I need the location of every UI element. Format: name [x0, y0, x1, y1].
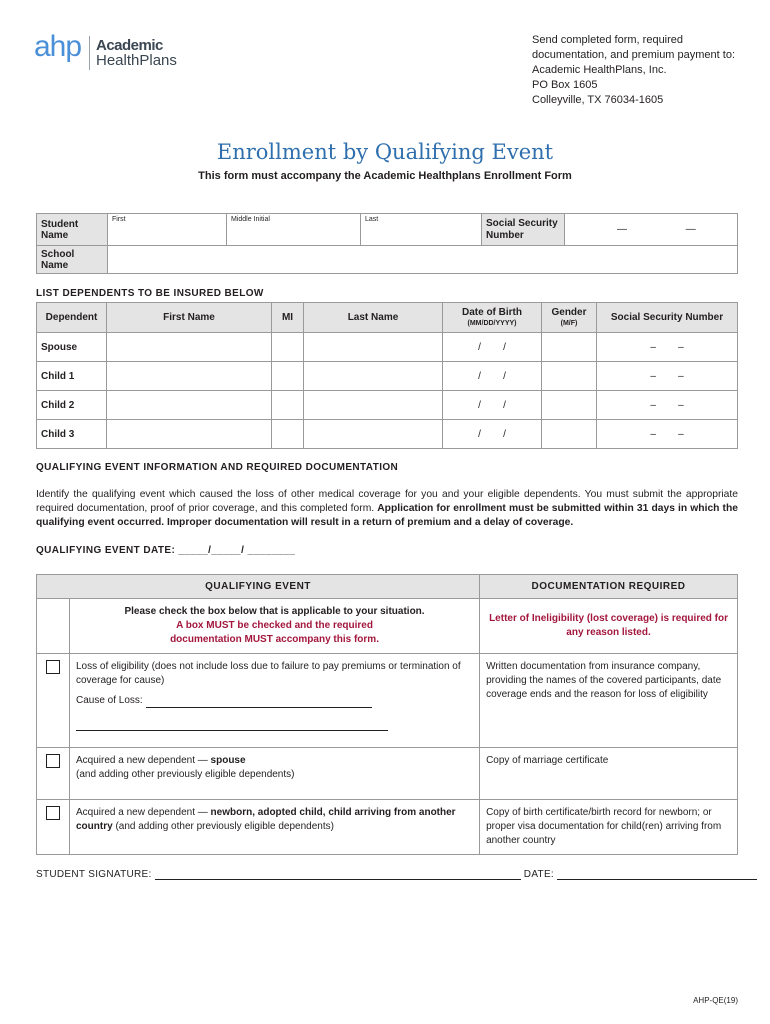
new-spouse-doc: Copy of marriage certificate [480, 748, 738, 800]
child-checkbox-cell [37, 800, 70, 855]
school-name-field[interactable] [108, 246, 738, 274]
instr-spacer [37, 599, 70, 654]
loss-eligibility-doc: Written documentation from insurance company, providing the names of the covered participants, date coverage ends and the reason for loss of eligibility [480, 654, 738, 748]
new-child-text: Acquired a new dependent — [76, 807, 211, 818]
logo-divider [89, 36, 90, 70]
signature-label: STUDENT SIGNATURE: [36, 869, 152, 880]
dependent-last-name-input[interactable] [304, 391, 443, 420]
school-name-label: School Name [37, 246, 108, 274]
ssn-dashes: – – [650, 341, 684, 353]
logo-line1: Academic [96, 37, 163, 54]
col-dob [443, 303, 542, 333]
signature-date-input[interactable] [557, 869, 757, 880]
dependents-heading: LIST DEPENDENTS TO BE INSURED BELOW [36, 288, 264, 299]
address-line: Send completed form, required [532, 34, 684, 46]
dependent-label: Child 2 [37, 391, 107, 420]
ssn-dashes: – – [650, 399, 684, 411]
dependent-last-name-input[interactable] [304, 333, 443, 362]
first-caption: First [112, 216, 126, 223]
dependent-mi-input[interactable] [272, 420, 304, 449]
dependent-dob-input[interactable] [443, 391, 542, 420]
first-name-field[interactable] [108, 214, 227, 246]
qe-instructions-text: Identify the qualifying event which caused the loss of other medical coverage for you and your eligible dependents. You must submit the appropriate required documentation, proof of prior coverage, and this completed form. [36, 489, 738, 514]
new-spouse-bold: spouse [210, 755, 246, 766]
new-spouse-text: Acquired a new dependent — [76, 755, 211, 766]
dependent-row [37, 420, 738, 449]
qe-date-field[interactable]: QUALIFYING EVENT DATE: _____/_____/ ________ [36, 545, 296, 556]
new-child-doc: Copy of birth certificate/birth record for newborn; or proper visa documentation for child(ren) arriving from another country [480, 800, 738, 855]
cause-of-loss-label: Cause of Loss: [76, 695, 143, 706]
dependent-ssn-input[interactable] [597, 420, 738, 449]
dependent-label: Child 1 [37, 362, 107, 391]
dob-slashes: / / [478, 341, 506, 353]
cause-of-loss-input[interactable] [146, 695, 372, 708]
student-ssn-field[interactable] [565, 214, 738, 246]
qe-instructions-bold: Application for enrollment must be submitted within 31 days in which the qualifying event occurred. Improper documentation will result in a return of premium and a delay of coverage. [36, 503, 739, 528]
ssn-dashes: – – [650, 370, 684, 382]
student-table [36, 213, 738, 274]
logo-wordmark [96, 38, 177, 68]
form-code: AHP-QE(19) [693, 996, 738, 1005]
loss-eligibility-checkbox[interactable] [46, 660, 60, 674]
cause-of-loss-input-2[interactable] [76, 716, 388, 731]
instr-line: Please check the box below that is applicable to your situation. [124, 606, 425, 617]
dob-slashes: / / [478, 370, 506, 382]
new-child-cell [70, 800, 480, 855]
signature-date-label: DATE: [523, 869, 555, 880]
dependent-gender-input[interactable] [542, 391, 597, 420]
dependent-gender-input[interactable] [542, 362, 597, 391]
dependent-first-name-input[interactable] [107, 391, 272, 420]
instr-line: documentation MUST accompany this form. [170, 634, 379, 645]
dependent-row [37, 333, 738, 362]
ssn-dashes: – – [650, 428, 684, 440]
col-last-name: Last Name [304, 303, 443, 333]
dependent-gender-input[interactable] [542, 333, 597, 362]
new-spouse-cell [70, 748, 480, 800]
mailing-address [532, 33, 735, 108]
middle-initial-field[interactable] [227, 214, 361, 246]
dependent-first-name-input[interactable] [107, 362, 272, 391]
signature-row [36, 869, 757, 880]
spouse-checkbox-cell [37, 748, 70, 800]
signature-input[interactable] [155, 869, 521, 880]
qe-heading: QUALIFYING EVENT INFORMATION AND REQUIRED DOCUMENTATION [36, 462, 399, 473]
dependent-gender-input[interactable] [542, 420, 597, 449]
ssn-dash: — [685, 224, 696, 235]
cause-of-loss-row [76, 694, 473, 708]
last-caption: Last [365, 216, 379, 223]
col-first-name: First Name [107, 303, 272, 333]
col-gender [542, 303, 597, 333]
logo-line2: HealthPlans [96, 52, 177, 69]
page-subtitle: This form must accompany the Academic Healthplans Enrollment Form [198, 170, 572, 182]
qualifying-events-table [36, 574, 738, 855]
dob-label: Date of Birth [462, 306, 522, 318]
letter-required: Letter of Ineligibility (lost coverage) is required for any reason listed. [480, 599, 738, 654]
dependent-label: Spouse [37, 333, 107, 362]
middle-caption: Middle Initial [231, 216, 270, 223]
dependent-row [37, 362, 738, 391]
gender-label: Gender [551, 306, 587, 318]
last-name-field[interactable] [361, 214, 482, 246]
dependent-first-name-input[interactable] [107, 420, 272, 449]
dependent-mi-input[interactable] [272, 362, 304, 391]
dependent-mi-input[interactable] [272, 333, 304, 362]
new-child-note: (and adding other previously eligible dependents) [112, 821, 334, 832]
new-spouse-checkbox[interactable] [46, 754, 60, 768]
new-child-bold: newborn, adopted child, child arriving from another country [76, 807, 456, 832]
address-line: Academic HealthPlans, Inc. [532, 64, 667, 76]
dependents-table [36, 302, 738, 449]
ssn-dash: — [617, 224, 627, 235]
gender-format: (M/F) [560, 319, 578, 327]
logo-mark: ahp [34, 30, 82, 63]
dependent-last-name-input[interactable] [304, 362, 443, 391]
ssn-label: Social Security Number [482, 214, 565, 246]
dependent-ssn-input[interactable] [597, 391, 738, 420]
dependent-label: Child 3 [37, 420, 107, 449]
col-qualifying-event: QUALIFYING EVENT [37, 575, 480, 599]
dependent-first-name-input[interactable] [107, 333, 272, 362]
dependent-dob-input[interactable] [443, 333, 542, 362]
instructions-cell [70, 599, 480, 654]
loss-eligibility-cell [70, 654, 480, 748]
col-ssn: Social Security Number [597, 303, 738, 333]
dependent-last-name-input[interactable] [304, 420, 443, 449]
address-line: PO Box 1605 [532, 79, 598, 91]
dependent-mi-input[interactable] [272, 391, 304, 420]
instr-line: A box MUST be checked and the required [176, 620, 373, 631]
loss-eligibility-checkbox-cell [37, 654, 70, 748]
dob-slashes: / / [478, 428, 506, 440]
loss-eligibility-text: Loss of eligibility (does not include loss due to failure to pay premiums or termination of coverage for cause) [76, 661, 461, 686]
page-title: Enrollment by Qualifying Event [216, 140, 554, 164]
address-line: documentation, and premium payment to: [532, 49, 736, 61]
dependent-ssn-input[interactable] [597, 333, 738, 362]
qe-instructions [36, 488, 738, 530]
dependent-dob-input[interactable] [443, 362, 542, 391]
col-dependent: Dependent [37, 303, 107, 333]
student-name-label: Student Name [37, 214, 108, 246]
dependent-dob-input[interactable] [443, 420, 542, 449]
dob-format: (MM/DD/YYYY) [467, 319, 517, 327]
new-child-checkbox[interactable] [46, 806, 60, 820]
new-spouse-note: (and adding other previously eligible dependents) [76, 769, 295, 780]
col-documentation: DOCUMENTATION REQUIRED [480, 575, 738, 599]
address-line: Colleyville, TX 76034-1605 [532, 94, 664, 106]
dob-slashes: / / [478, 399, 506, 411]
dependent-ssn-input[interactable] [597, 362, 738, 391]
col-mi: MI [272, 303, 304, 333]
dependent-row [37, 391, 738, 420]
